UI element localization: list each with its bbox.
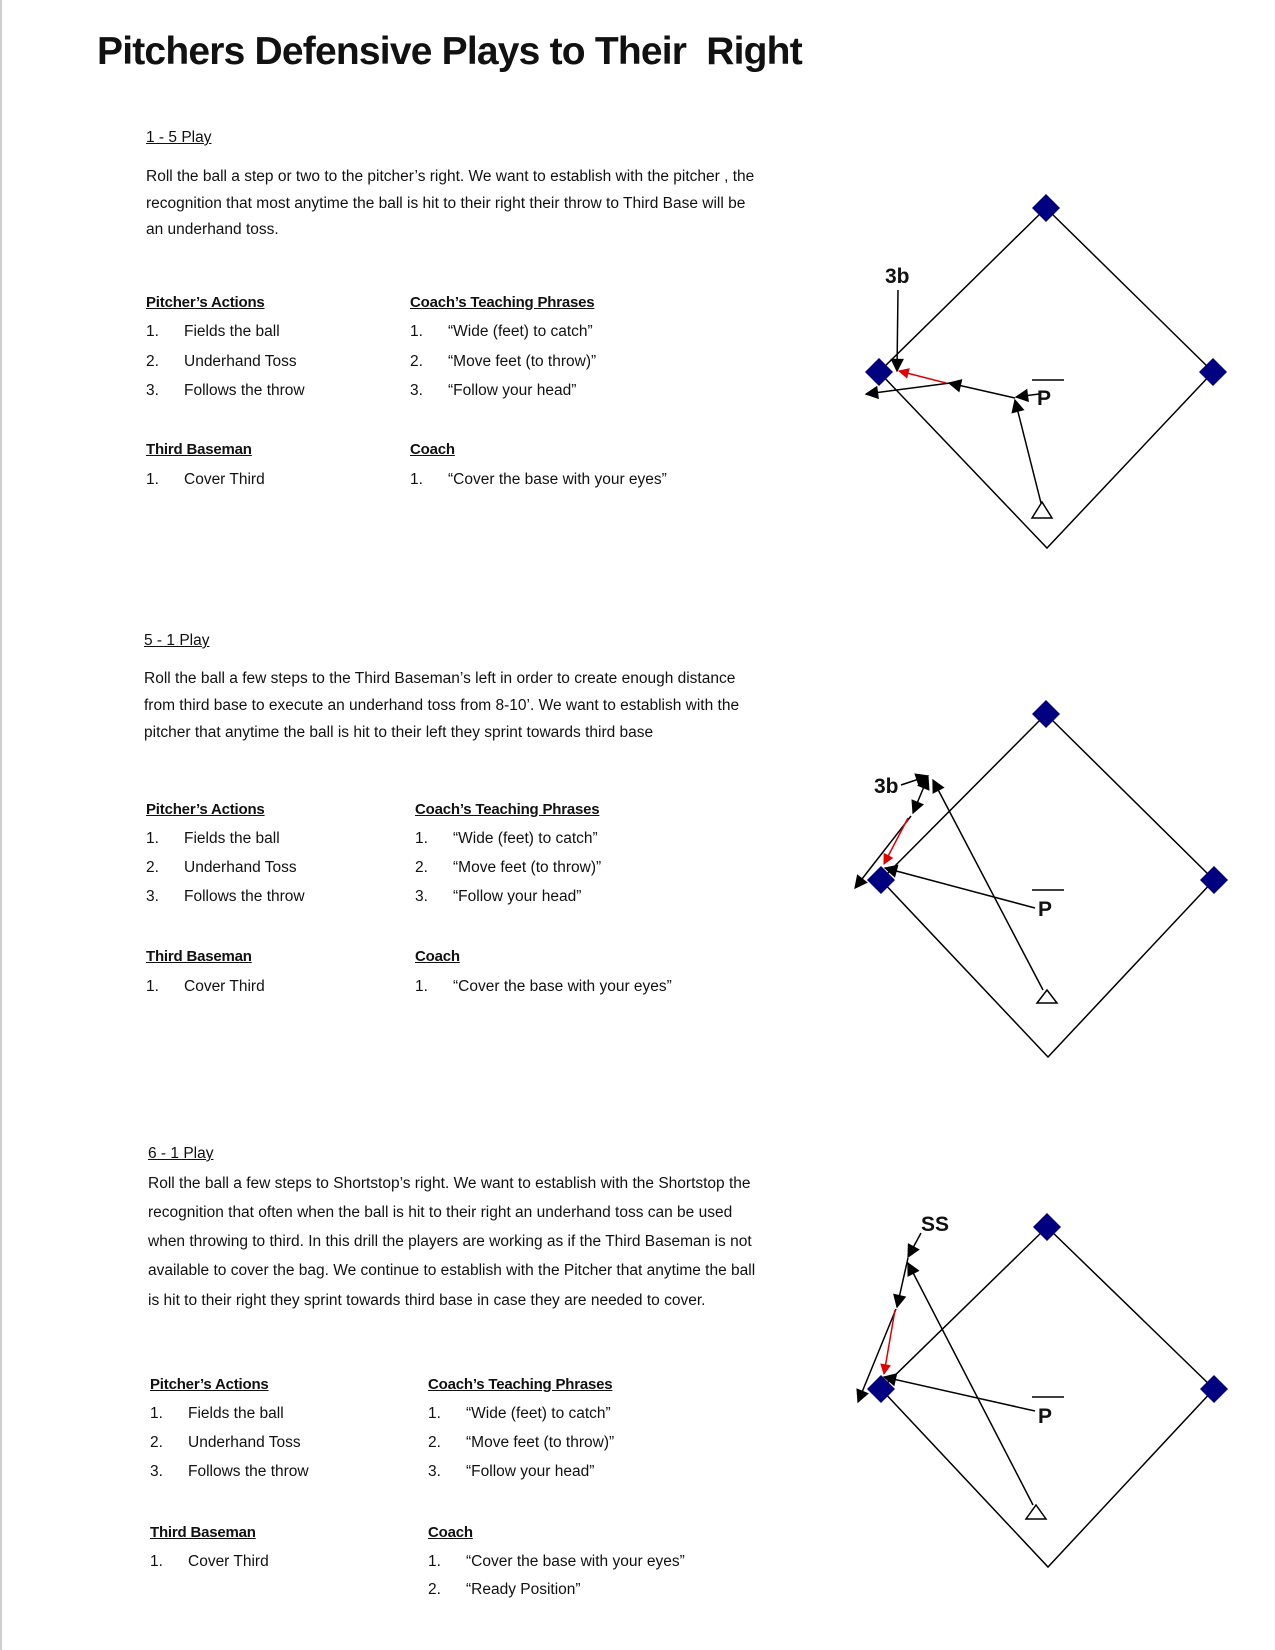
body-line: Roll the ball a step or two to the pitcher’s right. We want to establish with the pitcher , the (146, 168, 755, 185)
section-heading: 6 - 1 Play (148, 1145, 214, 1162)
list-item: Cover Third (184, 978, 265, 995)
list-number: 1. (150, 1405, 163, 1422)
third-baseman-heading: Third Baseman (146, 948, 252, 965)
section-heading: 1 - 5 Play (146, 129, 212, 146)
throw-arrow (884, 1310, 895, 1374)
list-item: Fields the ball (184, 323, 280, 340)
fielder-label: 3b (885, 265, 910, 288)
list-number: 3. (428, 1463, 441, 1480)
list-number: 3. (150, 1463, 163, 1480)
list-item: “Move feet (to throw)” (453, 859, 602, 876)
list-item: “Wide (feet) to catch” (448, 323, 593, 340)
list-number: 1. (410, 323, 423, 340)
teaching-phrases-heading: Coach’s Teaching Phrases (415, 801, 600, 818)
pitcher-move-arrow (884, 1377, 1035, 1411)
throw-arrow (899, 371, 946, 383)
list-item: “Wide (feet) to catch” (453, 830, 598, 847)
fielder-label: 3b (874, 775, 899, 798)
body-line: pitcher that anytime the ball is hit to their left they sprint towards third base (144, 724, 654, 741)
home-plate-triangle (1032, 502, 1052, 518)
list-item: Cover Third (188, 1553, 269, 1570)
list-item: “Follow your head” (448, 382, 577, 399)
body-line: when throwing to third. In this drill the players are working as if the Third Baseman is not (148, 1233, 752, 1250)
list-item: “Ready Position” (466, 1581, 581, 1598)
list-item: “Move feet (to throw)” (466, 1434, 615, 1451)
pitcher-follow-arrow (949, 383, 1015, 398)
pitcher-move-arrow (1016, 394, 1039, 397)
list-number: 1. (150, 1553, 163, 1570)
home-plate-triangle (1026, 1505, 1046, 1519)
list-item: Fields the ball (188, 1405, 284, 1422)
list-number: 3. (415, 888, 428, 905)
list-item: “Follow your head” (453, 888, 582, 905)
list-item: Underhand Toss (184, 859, 297, 876)
list-item: “Cover the base with your eyes” (448, 471, 667, 488)
list-item: “Wide (feet) to catch” (466, 1405, 611, 1422)
fielder-path-arrow (897, 1258, 908, 1307)
list-number: 3. (146, 382, 159, 399)
body-line: recognition that often when the ball is hit to their right an underhand toss can be used (148, 1204, 733, 1221)
list-number: 2. (415, 859, 428, 876)
list-item: “Cover the base with your eyes” (466, 1553, 685, 1570)
pitcher-label: P (1038, 1405, 1053, 1428)
list-item: Follows the throw (184, 382, 305, 399)
ball-roll-arrow (908, 1263, 1033, 1505)
teaching-phrases-heading: Coach’s Teaching Phrases (410, 294, 595, 311)
list-item: Follows the throw (188, 1463, 309, 1480)
list-item: Underhand Toss (188, 1434, 301, 1451)
pitcher-actions-heading: Pitcher’s Actions (146, 801, 265, 818)
section-heading: 5 - 1 Play (144, 632, 210, 649)
coach-heading: Coach (415, 948, 460, 965)
list-number: 2. (146, 353, 159, 370)
list-number: 1. (428, 1553, 441, 1570)
body-line: an underhand toss. (146, 221, 279, 238)
list-number: 2. (150, 1434, 163, 1451)
list-item: “Cover the base with your eyes” (453, 978, 672, 995)
body-line: Roll the ball a few steps to Shortstop’s right. We want to establish with the Shortstop the (148, 1175, 751, 1192)
list-number: 2. (428, 1434, 441, 1451)
list-number: 1. (146, 323, 159, 340)
diagram-5-1-play (855, 700, 1228, 1057)
teaching-phrases-heading: Coach’s Teaching Phrases (428, 1376, 613, 1393)
list-number: 1. (146, 471, 159, 488)
fielder-path-arrow (897, 290, 898, 371)
third-baseman-heading: Third Baseman (150, 1524, 256, 1541)
list-number: 3. (146, 888, 159, 905)
list-number: 3. (410, 382, 423, 399)
home-plate-triangle (1037, 990, 1057, 1003)
list-number: 2. (428, 1581, 441, 1598)
list-item: Fields the ball (184, 830, 280, 847)
coach-heading: Coach (428, 1524, 473, 1541)
body-line: available to cover the bag. We continue to establish with the Pitcher that anytime the ball (148, 1262, 756, 1279)
pitcher-label: P (1038, 898, 1053, 921)
list-item: “Follow your head” (466, 1463, 595, 1480)
third-baseman-heading: Third Baseman (146, 441, 252, 458)
list-number: 1. (428, 1405, 441, 1422)
list-number: 1. (146, 830, 159, 847)
list-number: 1. (410, 471, 423, 488)
list-number: 2. (410, 353, 423, 370)
pitcher-label: P (1037, 387, 1052, 410)
page-title: Pitchers Defensive Plays to Their Right (97, 30, 802, 73)
diagram-1-5-play (865, 194, 1227, 548)
coach-heading: Coach (410, 441, 455, 458)
body-line: Roll the ball a few steps to the Third Baseman’s left in order to create enough distance (144, 670, 736, 687)
fielder-path-arrow (913, 777, 928, 813)
list-item: Underhand Toss (184, 353, 297, 370)
pitcher-move-arrow (885, 868, 1035, 908)
list-number: 2. (146, 859, 159, 876)
list-item: “Move feet (to throw)” (448, 353, 597, 370)
list-number: 1. (146, 978, 159, 995)
pitcher-actions-heading: Pitcher’s Actions (146, 294, 265, 311)
list-item: Cover Third (184, 471, 265, 488)
fielder-path-arrow (908, 1233, 921, 1257)
list-item: Follows the throw (184, 888, 305, 905)
body-line: is hit to their right they sprint towards third base in case they are needed to cover. (148, 1292, 706, 1309)
ball-roll-arrow (1015, 400, 1041, 503)
pitcher-actions-heading: Pitcher’s Actions (150, 1376, 269, 1393)
body-line: recognition that most anytime the ball is hit to their right their throw to Third Base will be (146, 195, 746, 212)
list-number: 1. (415, 978, 428, 995)
fielder-label: SS (921, 1213, 950, 1236)
infield-diamond (881, 714, 1214, 1057)
body-line: from third base to execute an underhand toss from 8-10’. We want to establish with the (144, 697, 740, 714)
diagram-6-1-play (858, 1213, 1228, 1567)
fielder-path-arrow (901, 776, 928, 785)
list-number: 1. (415, 830, 428, 847)
